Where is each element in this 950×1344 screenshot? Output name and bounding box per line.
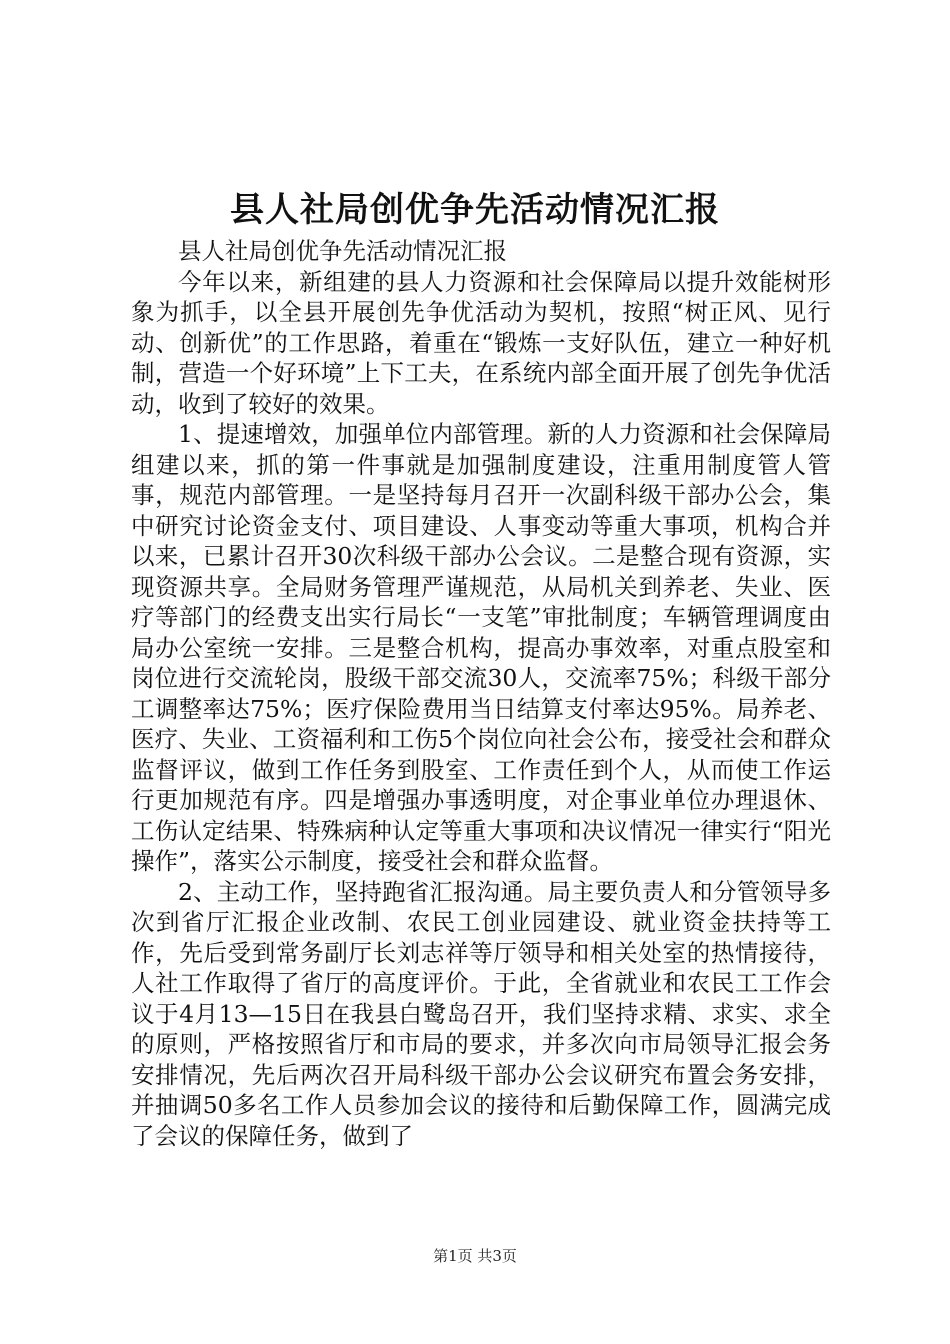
document-title: 县人社局创优争先活动情况汇报 [230, 190, 720, 230]
intro-paragraph: 今年以来，新组建的县人力资源和社会保障局以提升效能树形象为抓手，以全县开展创先争优活动为契机，按照“树正风、见行动、创新优”的工作思路，着重在“锻炼一支好队伍，建立一种好机制，营造一个好环境”上下工夫，在系统内部全面开展了创先争优活动，收到了较好的效果。 [131, 267, 831, 418]
subtitle-paragraph: 县人社局创优争先活动情况汇报 [178, 237, 507, 265]
section-2-paragraph: 2、主动工作，坚持跑省汇报沟通。局主要负责人和分管领导多次到省厅汇报企业改制、农民工创业园建设、就业资金扶持等工作，先后受到常务副厅长刘志祥等厅领导和相关处室的热情接待，人社工作取得了省厅的高度评价。于此，全省就业和农民工工作会议于4月13—15日在我县白鹭岛召开，我们坚持求精、求实、求全的原则，严格按照省厅和市局的要求，并多次向市局领导汇报会务安排情况，先后两次召开局科级干部办公会议研究布置会务安排，并抽调50多名工作人员参加会议的接待和后勤保障工作，圆满完成了会议的保障任务，做到了 [131, 877, 831, 1150]
section-1-paragraph: 1、提速增效，加强单位内部管理。新的人力资源和社会保障局组建以来，抓的第一件事就是加强制度建设，注重用制度管人管事，规范内部管理。一是坚持每月召开一次副科级干部办公会，集中研究讨论资金支付、项目建设、人事变动等重大事项，机构合并以来，已累计召开30次科级干部办公会议。二是整合现有资源，实现资源共享。全局财务管理严谨规范，从局机关到养老、失业、医疗等部门的经费支出实行局长“一支笔”审批制度；车辆管理调度由局办公室统一安排。三是整合机构，提高办事效率，对重点股室和岗位进行交流轮岗，股级干部交流30人，交流率75%；科级干部分工调整率达75%；医疗保险费用当日结算支付率达95%。局养老、医疗、失业、工资福利和工伤5个岗位向社会公布，接受社会和群众监督评议，做到工作任务到股室、工作责任到个人，从而使工作运行更加规范有序。四是增强办事透明度，对企事业单位办理退休、工伤认定结果、特殊病种认定等重大事项和决议情况一律实行“阳光操作”，落实公示制度，接受社会和群众监督。 [131, 420, 831, 875]
page-footer: 第1页 共3页 [433, 1247, 517, 1265]
document-body [131, 236, 831, 1151]
